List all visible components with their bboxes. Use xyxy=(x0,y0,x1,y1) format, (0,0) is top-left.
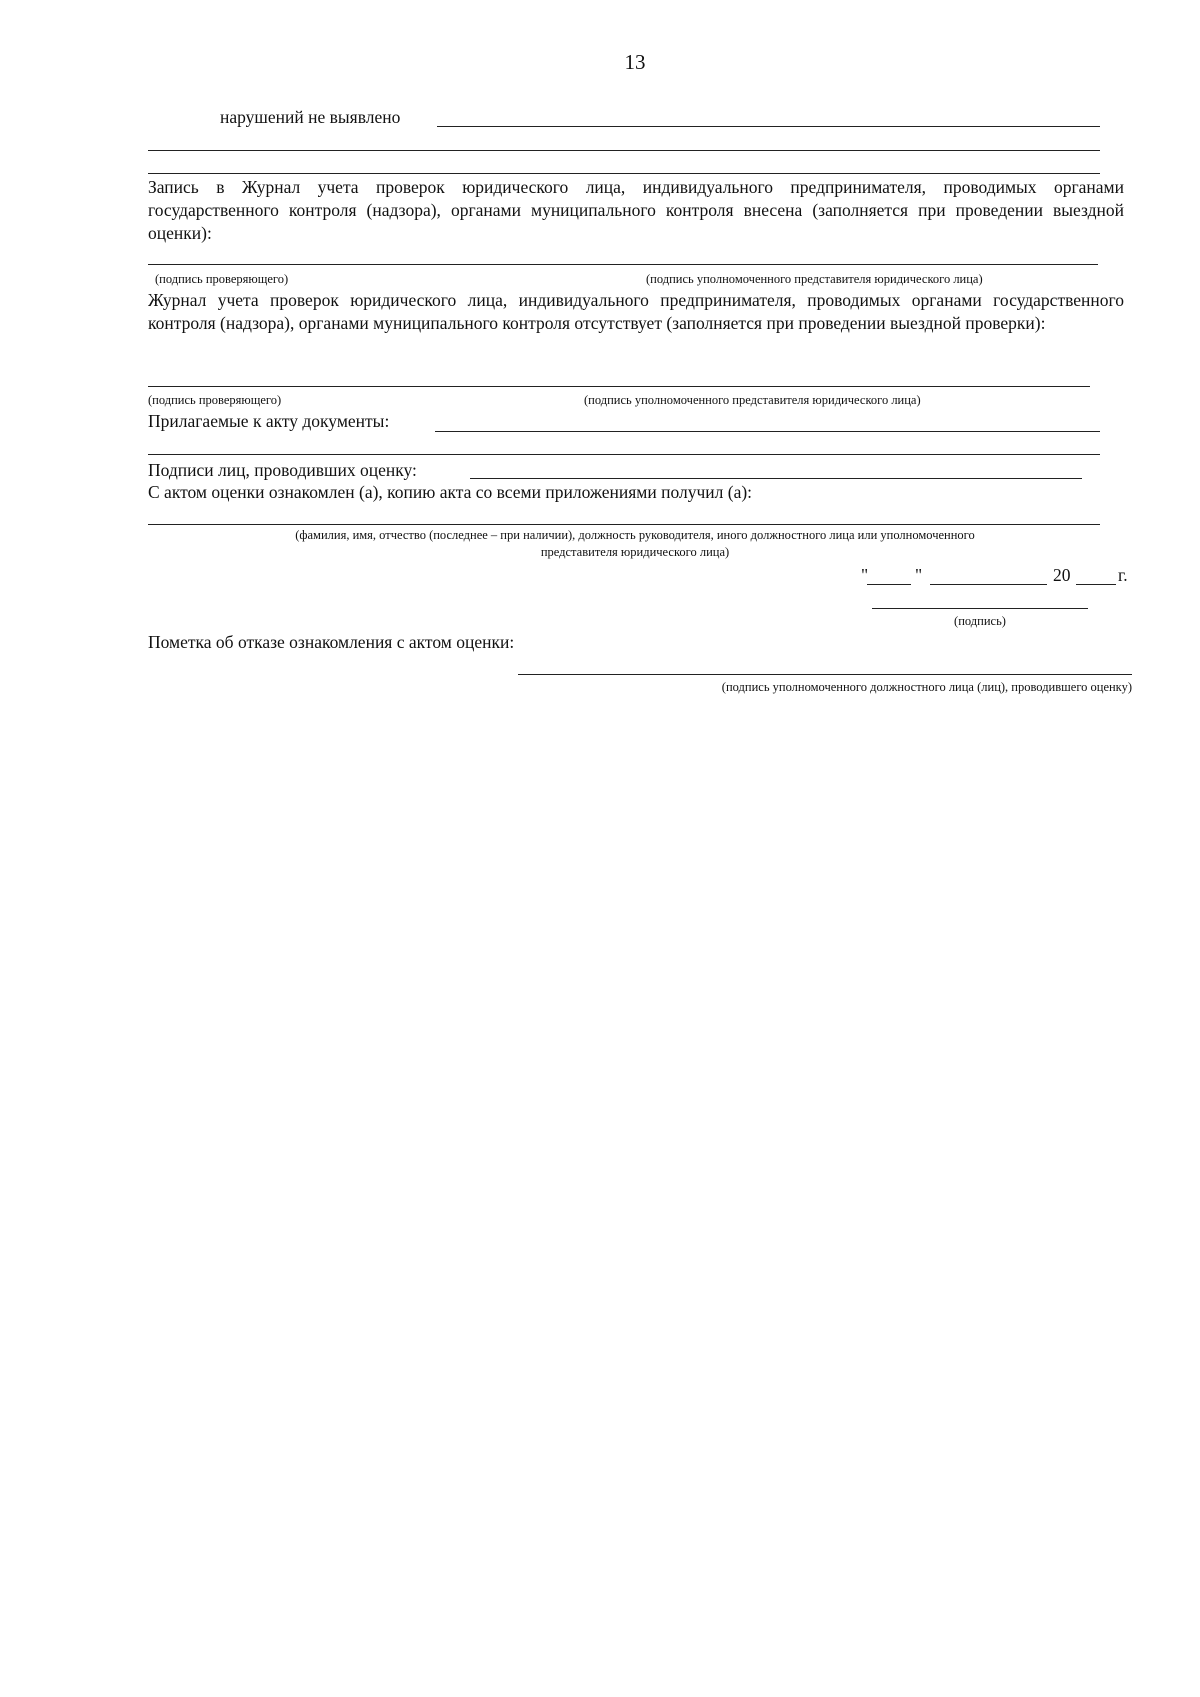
signatures-field[interactable] xyxy=(470,478,1082,479)
signatures-label: Подписи лиц, проводивших оценку: xyxy=(148,460,417,480)
date-year-field[interactable] xyxy=(1076,584,1116,585)
acquainted-field[interactable] xyxy=(148,524,1100,525)
no-violations-field-line-2[interactable] xyxy=(148,150,1100,151)
acquainted-label: С актом оценки ознакомлен (а), копию акта со всеми приложениями получил (а): xyxy=(148,482,753,502)
no-violations-field-line-3[interactable] xyxy=(148,173,1100,174)
no-violations-field[interactable] xyxy=(437,126,1100,127)
date-month-field[interactable] xyxy=(930,584,1047,585)
fio-caption-line-1: (фамилия, имя, отчество (последнее – при наличии), должность руководителя, иного должностного лица или уполномоченного xyxy=(295,528,975,542)
signature-field[interactable] xyxy=(872,608,1088,609)
fio-caption-line-2: представителя юридического лица) xyxy=(540,545,730,559)
date-quote-open: " xyxy=(861,565,869,585)
no-violations-label: нарушений не выявлено xyxy=(220,107,401,127)
refusal-signature-field[interactable] xyxy=(518,674,1132,675)
journal-absent-signature-line[interactable] xyxy=(148,386,1090,387)
attached-documents-field[interactable] xyxy=(435,431,1100,432)
inspector-signature-caption: (подпись проверяющего) xyxy=(155,272,289,286)
date-day-field[interactable] xyxy=(867,584,911,585)
date-quote-close: " xyxy=(915,565,923,585)
journal-entry-text: Запись в Журнал учета проверок юридического лица, индивидуального предпринимателя, проводимых органами государственного контроля (надзора), органами муниципального контроля внесена (заполняется при проведении выездной оценки): xyxy=(148,177,1124,243)
page-number: 13 xyxy=(624,50,646,74)
official-signature-caption: (подпись уполномоченного должностного лица (лиц), проводившего оценку) xyxy=(721,680,1132,694)
signature-caption: (подпись) xyxy=(954,614,1006,628)
date-year-suffix: г. xyxy=(1118,565,1128,585)
attached-documents-field-line-2[interactable] xyxy=(148,454,1100,455)
representative-signature-caption-2: (подпись уполномоченного представителя юридического лица) xyxy=(584,393,921,407)
inspector-signature-caption-2: (подпись проверяющего) xyxy=(148,393,282,407)
representative-signature-caption: (подпись уполномоченного представителя юридического лица) xyxy=(646,272,983,286)
journal-absent-text: Журнал учета проверок юридического лица, индивидуального предпринимателя, проводимых органами государственного контроля (надзора), органами муниципального контроля отсутствует (заполняется при проведении выездной проверки): xyxy=(148,290,1124,333)
date-year-prefix: 20 xyxy=(1053,565,1071,585)
attached-documents-label: Прилагаемые к акту документы: xyxy=(148,411,390,431)
journal-entry-signature-line[interactable] xyxy=(148,264,1098,265)
refusal-label: Пометка об отказе ознакомления с актом оценки: xyxy=(148,632,515,652)
